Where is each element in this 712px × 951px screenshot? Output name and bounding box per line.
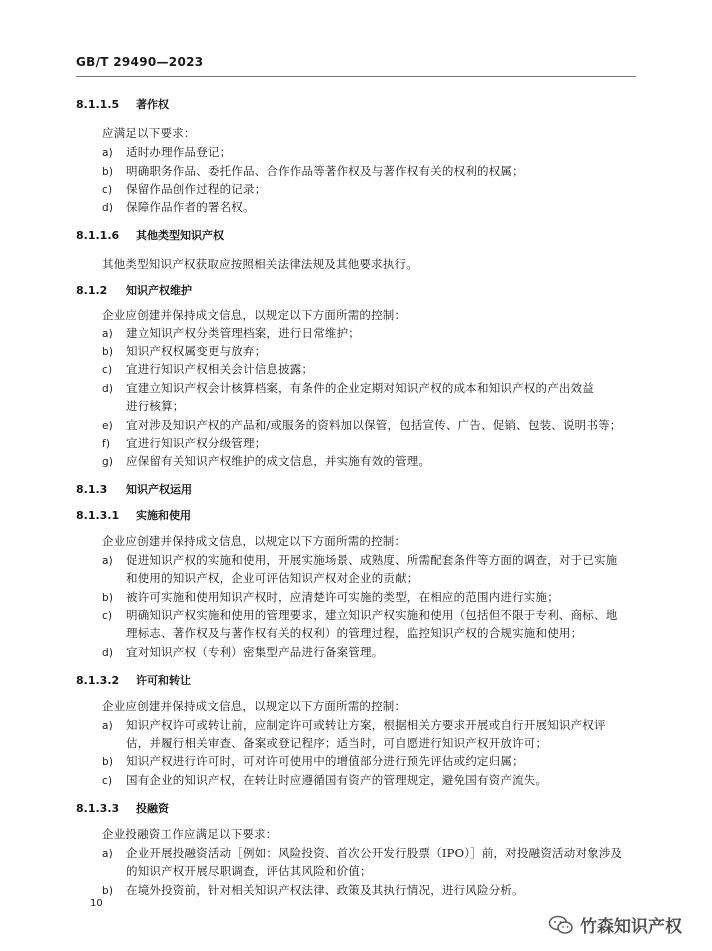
list-marker: a) xyxy=(102,848,113,860)
list-marker: b) xyxy=(102,756,114,768)
list-text: 建立知识产权分类管理档案，进行日常维护； xyxy=(126,326,360,340)
heading-8-1-3 xyxy=(76,481,192,497)
header-rule xyxy=(76,76,636,77)
list-continuation: 和使用的知识产权，企业可评估知识产权对企业的贡献； xyxy=(126,571,419,585)
section-title: 知识产权维护 xyxy=(126,284,192,297)
wechat-icon xyxy=(548,915,574,935)
section-title: 其他类型知识产权 xyxy=(136,229,224,242)
paragraph: 企业应创建并保持成文信息，以规定以下方面所需的控制： xyxy=(102,534,407,548)
section-title: 投融资 xyxy=(136,802,169,815)
list-item xyxy=(102,325,360,341)
list-text: 知识产权许可或转让前，应制定许可或转让方案，根据相关方要求开展或自行开展知识产权评 xyxy=(126,718,606,732)
list-item xyxy=(102,589,559,605)
list-marker: a) xyxy=(102,555,113,567)
paragraph: 企业投融资工作应满足以下要求： xyxy=(102,827,278,841)
list-item xyxy=(102,361,313,377)
list-marker: c) xyxy=(102,184,113,196)
list-item xyxy=(102,453,430,469)
list-item xyxy=(102,181,266,197)
list-item xyxy=(102,163,524,179)
list-text: 企业开展投融资活动［例如：风险投资、首次公开发行股票（IPO）］前，对投融资活动对象涉及 xyxy=(126,846,623,860)
list-item xyxy=(102,644,383,660)
list-text: 被许可实施和使用知识产权时，应清楚许可实施的类型，在相应的范围内进行实施； xyxy=(126,590,559,604)
list-text: 明确职务作品、委托作品、合作作品等著作权及与著作权有关的权利的权属； xyxy=(126,164,524,178)
section-title: 实施和使用 xyxy=(136,509,191,522)
list-text: 宜进行知识产权相关会计信息披露； xyxy=(126,362,314,376)
list-marker: a) xyxy=(102,720,113,732)
list-marker: b) xyxy=(102,346,114,358)
list-text: 保留作品创作过程的记录； xyxy=(126,182,267,196)
list-marker: a) xyxy=(102,147,113,159)
heading-8-1-3-1 xyxy=(76,507,191,523)
list-marker: c) xyxy=(102,775,113,787)
list-item xyxy=(102,607,617,623)
list-marker: b) xyxy=(102,885,114,897)
list-marker: a) xyxy=(102,328,113,340)
list-item xyxy=(102,552,617,568)
heading-8-1-2 xyxy=(76,282,192,298)
list-marker: d) xyxy=(102,383,114,395)
list-marker: d) xyxy=(102,647,114,659)
list-marker: e) xyxy=(102,420,113,432)
heading-8-1-1-5 xyxy=(76,96,169,112)
section-number: 8.1.1.6 xyxy=(76,229,120,242)
list-item xyxy=(102,417,621,433)
watermark-text: 竹森知识产权 xyxy=(580,917,682,937)
section-number: 8.1.2 xyxy=(76,284,108,297)
list-marker: c) xyxy=(102,610,113,622)
paragraph: 企业应创建并保持成文信息，以规定以下方面所需的控制： xyxy=(102,308,407,322)
section-number: 8.1.3.3 xyxy=(76,802,120,815)
list-marker: b) xyxy=(102,166,114,178)
section-title: 许可和转让 xyxy=(136,674,191,687)
list-text: 知识产权权属变更与放弃； xyxy=(126,344,267,358)
section-number: 8.1.1.5 xyxy=(76,98,120,111)
list-text: 宜进行知识产权分级管理； xyxy=(126,436,267,450)
watermark xyxy=(548,912,682,937)
heading-8-1-3-2 xyxy=(76,672,191,688)
list-item xyxy=(102,144,231,160)
list-text: 应保留有关知识产权维护的成文信息，并实施有效的管理。 xyxy=(126,454,431,468)
paragraph: 企业应创建并保持成文信息，以规定以下方面所需的控制： xyxy=(102,699,407,713)
list-text: 适时办理作品登记； xyxy=(126,145,232,159)
list-marker: b) xyxy=(102,592,114,604)
list-item xyxy=(102,753,524,769)
list-text: 宜对涉及知识产权的产品和/或服务的资料加以保管，包括宣传、广告、促销、包装、说明书等； xyxy=(126,418,622,432)
list-item xyxy=(102,435,266,451)
heading-8-1-3-3 xyxy=(76,800,169,816)
section-number: 8.1.3 xyxy=(76,483,108,496)
list-item xyxy=(102,845,622,861)
list-marker: c) xyxy=(102,364,113,376)
list-marker: f) xyxy=(102,438,111,450)
paragraph: 其他类型知识产权获取应按照相关法律法规及其他要求执行。 xyxy=(102,257,418,271)
section-title: 知识产权运用 xyxy=(126,483,192,496)
list-continuation: 的知识产权开展尽职调查，评估其风险和价值； xyxy=(126,864,372,878)
section-number: 8.1.3.1 xyxy=(76,509,120,522)
list-item xyxy=(102,717,606,733)
list-continuation: 估，并履行相关审查、备案或登记程序；适当时，可自愿进行知识产权开放许可； xyxy=(126,736,548,750)
page-number: 10 xyxy=(90,898,103,909)
list-item xyxy=(102,199,255,215)
section-title: 著作权 xyxy=(136,98,169,111)
list-text: 促进知识产权的实施和使用，开展实施场景、成熟度、所需配套条件等方面的调查，对于已实施 xyxy=(126,553,618,567)
standard-number: GB/T 29490—2023 xyxy=(76,55,204,69)
paragraph: 应满足以下要求： xyxy=(102,126,196,140)
list-item xyxy=(102,380,594,396)
list-item xyxy=(102,772,547,788)
list-continuation: 理标志、著作权及与著作权有关的权利）的管理过程，监控知识产权的合规实施和使用； xyxy=(126,626,583,640)
section-number: 8.1.3.2 xyxy=(76,674,120,687)
heading-8-1-1-6 xyxy=(76,227,224,243)
list-item xyxy=(102,882,524,898)
list-text: 宜对知识产权（专利）密集型产品进行备案管理。 xyxy=(126,645,384,659)
list-marker: g) xyxy=(102,456,114,468)
list-text: 保障作品作者的署名权。 xyxy=(126,200,255,214)
list-text: 在境外投资前，针对相关知识产权法律、政策及其执行情况，进行风险分析。 xyxy=(126,883,524,897)
list-text: 知识产权进行许可时，可对许可使用中的增值部分进行预先评估或约定归属； xyxy=(126,754,524,768)
list-marker: d) xyxy=(102,202,114,214)
list-continuation: 进行核算； xyxy=(126,399,185,413)
list-text: 明确知识产权实施和使用的管理要求，建立知识产权实施和使用（包括但不限于专利、商标、地 xyxy=(126,608,618,622)
list-item xyxy=(102,343,266,359)
list-text: 宜建立知识产权会计核算档案，有条件的企业定期对知识产权的成本和知识产权的产出效益 xyxy=(126,381,594,395)
list-text: 国有企业的知识产权，在转让时应遵循国有资产的管理规定，避免国有资产流失。 xyxy=(126,773,548,787)
